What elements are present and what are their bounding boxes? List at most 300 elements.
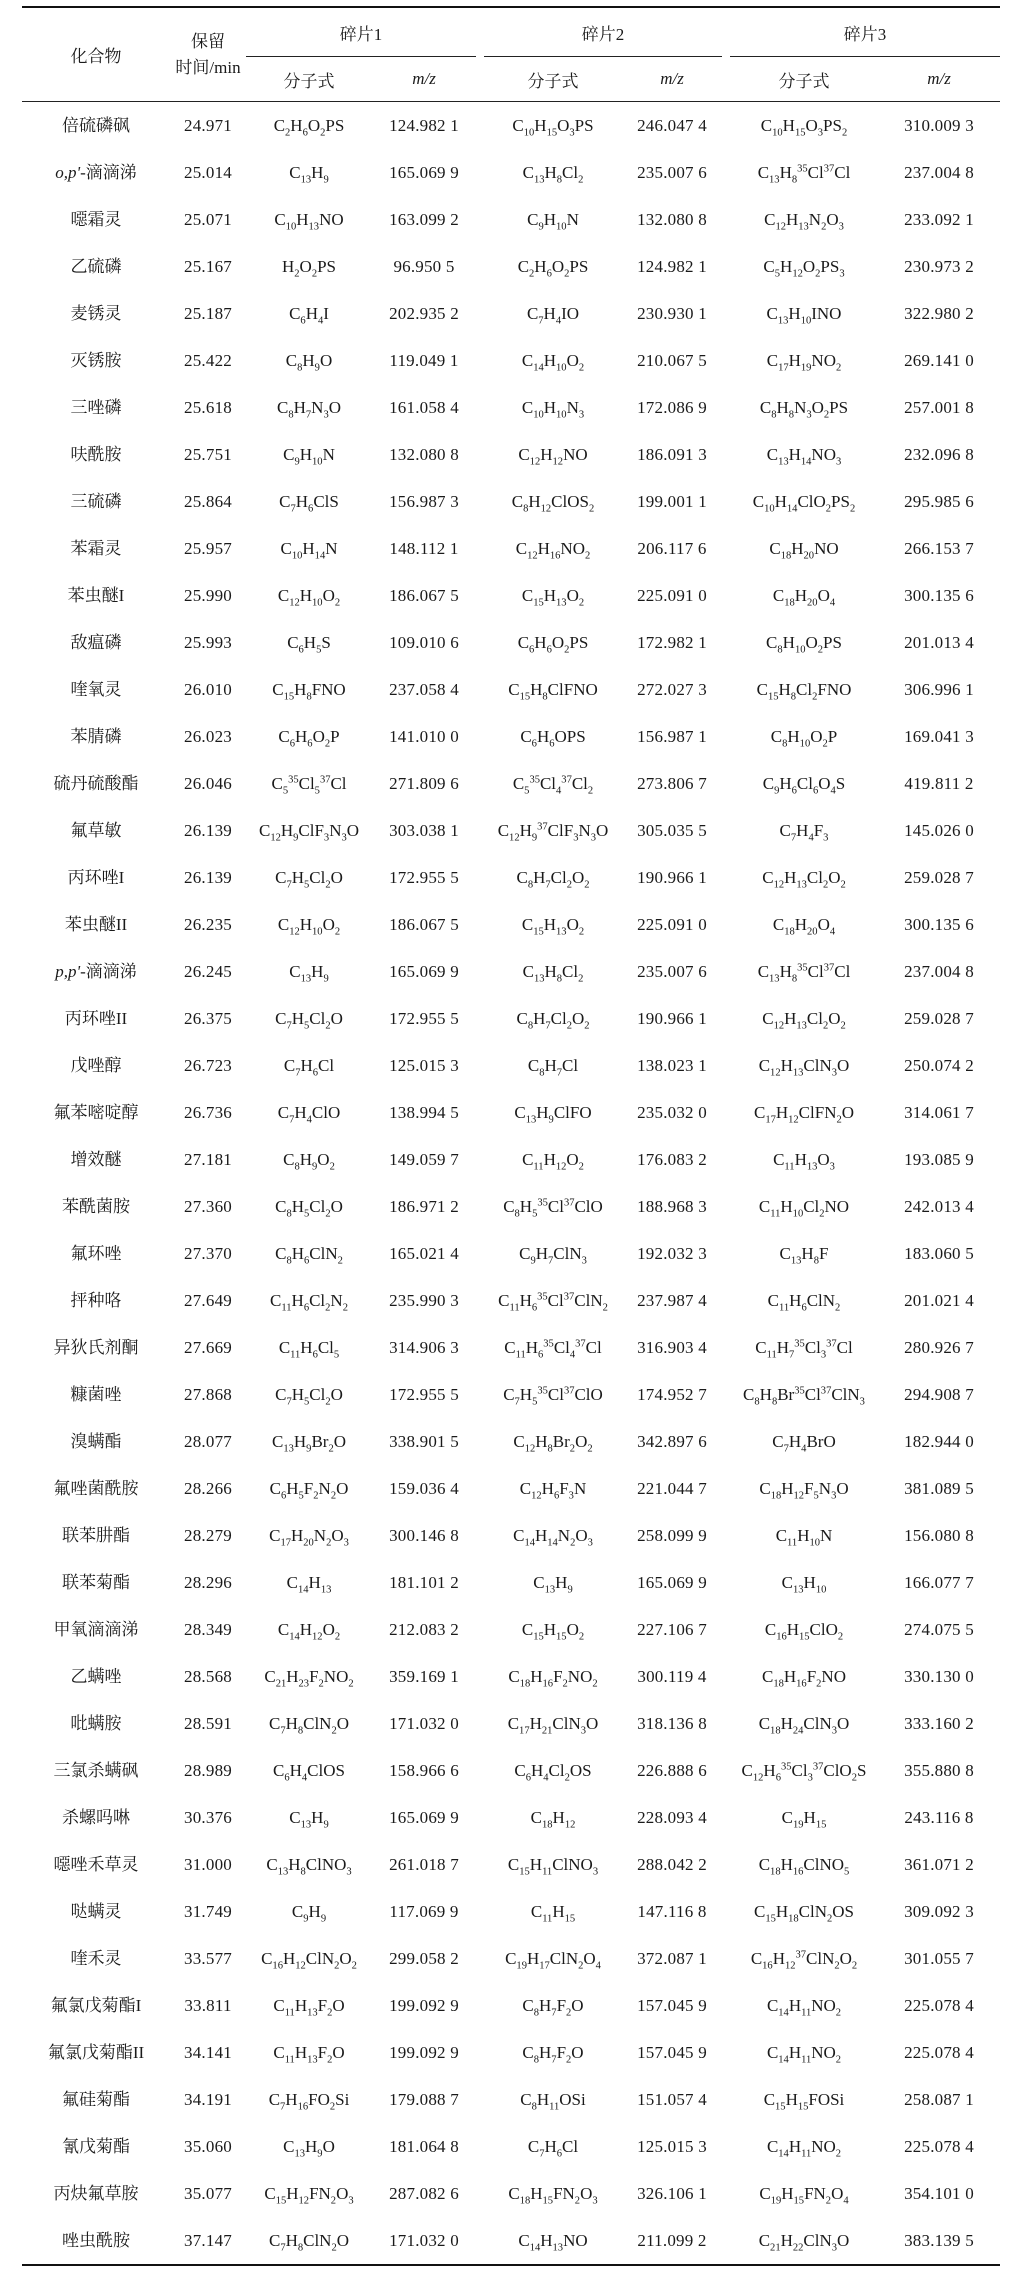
retention-time: 35.077 [184,2184,232,2203]
fragment-1-formula: $C_{12}H_{10}O_2$ [277,586,341,609]
retention-time: 25.071 [184,210,232,229]
fragment-1-formula: $C_9H_{10}N$ [283,445,335,468]
table-row [22,1747,1000,1794]
retention-time: 24.971 [170,102,246,150]
fragment-2-mz: 342.897 6 [637,1432,707,1451]
table-row [22,713,1000,760]
fragment-2-mz: 165.069 9 [637,1573,707,1592]
compound-name: 氰戊菊酯 [62,2137,130,2156]
fragment-2-mz: 172.086 9 [637,398,707,417]
fragment-2-formula: $C_{13}H_8Cl_2$ [522,163,584,186]
fragment-3-mz: 280.926 7 [904,1338,974,1357]
fragment-2-mz: 174.952 7 [637,1385,707,1404]
fragment-3-formula: $C_{18}H_{16}F_2NO$ [762,1667,846,1690]
fragment-1-formula: $C_{13}H_9$ [289,1808,329,1831]
compound-name: 三硫磷 [70,492,122,511]
retention-time: 25.014 [184,163,232,182]
retention-time: 34.191 [184,2090,232,2109]
fragment-1-formula: $C_{12}H_9ClF_3N_3O$ [258,821,360,844]
fragment-3-formula: $C_{19}H_{15}$ [781,1808,827,1831]
table-row [22,196,1000,243]
fragment-1-formula: $C_{11}H_{13}F_2O$ [273,1996,345,2019]
fragment-3-mz: 330.130 0 [904,1667,974,1686]
fragment-1-mz: 235.990 3 [389,1291,459,1310]
fragment-2-formula: $C_{15}H_{15}O_2$ [521,1620,585,1643]
fragment-2-mz: 316.903 4 [637,1338,707,1357]
compound-name: 吡螨胺 [70,1714,122,1733]
fragment-2-mz: 210.067 5 [637,351,707,370]
header-fragment-3: 碎片3 [843,24,887,44]
fragment-3-formula: $C_7H_4BrO$ [772,1432,836,1455]
retention-time: 26.046 [184,774,232,793]
fragment-1-formula: $C_{11}H_6Cl_5$ [278,1338,340,1361]
table-row [22,1841,1000,1888]
fragment-2-mz: 300.119 4 [637,1667,707,1686]
fragment-2-formula: $C_9H_7ClN_3$ [519,1244,587,1267]
retention-time: 30.376 [184,1808,232,1827]
fragment-2-mz: 273.806 7 [637,774,707,793]
compound-name: 异狄氏剂酮 [53,1338,139,1357]
retention-time: 27.868 [184,1385,232,1404]
fragment-3-formula: $C_{12}H_{13}Cl_2O_2$ [762,868,846,891]
fragment-2-mz: 151.057 4 [637,2090,707,2109]
compound-name: 倍硫磷砜 [22,102,170,150]
fragment-1-mz: 124.982 1 [372,102,476,150]
compound-name: 氟硅菊酯 [62,2090,130,2109]
fragment-3-formula: $C_{11}H_7^{35}Cl_3^{37}Cl$ [755,1338,853,1361]
table-row [22,619,1000,666]
fragment-2-mz: 237.987 4 [637,1291,707,1310]
fragment-3-mz: 274.075 5 [904,1620,974,1639]
fragment-1-formula: $C_8H_9O$ [285,351,333,374]
fragment-3-formula: $C_{14}H_{11}NO_2$ [766,2043,842,2066]
fragment-1-mz: 172.955 5 [389,1009,459,1028]
fragment-2-formula: $C_{18}H_{12}$ [530,1808,576,1831]
retention-time: 27.649 [184,1291,232,1310]
fragment-1-mz: 158.966 6 [389,1761,459,1780]
fragment-3-formula: $C_{17}H_{19}NO_2$ [766,351,842,374]
fragment-2-formula: $C_2H_6O_2PS$ [517,257,589,280]
table-row [22,525,1000,572]
fragment-2-mz: 305.035 5 [637,821,707,840]
fragment-3-formula: $C_{18}H_{16}ClNO_5$ [758,1855,850,1878]
fragment-2-mz: 124.982 1 [637,257,707,276]
fragment-2-formula: $C_{11}H_6^{35}Cl^{37}ClN_2$ [498,1291,608,1314]
fragment-3-mz: 183.060 5 [904,1244,974,1263]
fragment-3-mz: 354.101 0 [904,2184,974,2203]
fragment-1-formula: $C_{12}H_{10}O_2$ [277,915,341,938]
fragment-3-mz: 383.139 5 [878,2217,1000,2265]
retention-time: 28.279 [184,1526,232,1545]
table-row [22,243,1000,290]
fragment-1-mz: 138.994 5 [389,1103,459,1122]
fragment-3-mz: 166.077 7 [904,1573,974,1592]
fragment-1-mz: 199.092 9 [389,1996,459,2015]
fragment-1-formula: $C_9H_9$ [291,1902,327,1925]
fragment-1-mz: 109.010 6 [389,633,459,652]
fragment-1-formula: $H_2O_2PS$ [281,257,336,280]
fragment-2-mz: 226.888 6 [637,1761,707,1780]
fragment-1-formula: $C_{10}H_{14}N$ [280,539,338,562]
fragment-1-mz: 149.059 7 [389,1150,459,1169]
table-row [22,760,1000,807]
compound-name: 联苯肼酯 [62,1526,130,1545]
fragment-3-formula: $C_{21}H_{22}ClN_3O$ [730,2217,878,2265]
table-row [22,431,1000,478]
table-row [22,948,1000,995]
fragment-2-formula: $C_{12}H_6F_3N$ [519,1479,587,1502]
fragment-1-formula: $C_8H_5Cl_2O$ [275,1197,343,1220]
fragment-3-formula: $C_{11}H_6ClN_2$ [767,1291,841,1314]
retention-time: 26.723 [184,1056,232,1075]
fragment-1-mz: 314.906 3 [389,1338,459,1357]
fragment-3-formula: $C_{10}H_{14}ClO_2PS_2$ [752,492,856,515]
fragment-3-formula: $C_{13}H_8F$ [779,1244,829,1267]
retention-time: 28.591 [184,1714,232,1733]
fragment-3-formula: $C_{13}H_{10}INO$ [766,304,842,327]
header-fragment-2: 碎片2 [581,24,625,44]
fragment-1-mz: 261.018 7 [389,1855,459,1874]
retention-time: 28.296 [184,1573,232,1592]
compound-name: 氟环唑 [70,1244,122,1263]
fragment-3-formula: $C_{18}H_{20}O_4$ [772,915,836,938]
compound-name: 丙环唑I [67,868,125,887]
table-body [22,102,1000,2266]
fragment-1-mz: 186.067 5 [389,586,459,605]
retention-time: 26.736 [184,1103,232,1122]
retention-time: 26.139 [184,868,232,887]
retention-time: 26.245 [184,962,232,981]
fragment-2-formula: $C_{15}H_{11}ClNO_3$ [507,1855,599,1878]
fragment-3-mz: 381.089 5 [904,1479,974,1498]
compound-name: 噁唑禾草灵 [53,1855,139,1874]
fragment-2-mz: 176.083 2 [637,1150,707,1169]
compound-name: 氟氯戊菊酯I [50,1996,142,2015]
fragment-3-mz: 361.071 2 [904,1855,974,1874]
fragment-3-mz: 269.141 0 [904,351,974,370]
fragment-1-formula: $C_{14}H_{13}$ [286,1573,332,1596]
compound-name: 唑虫酰胺 [22,2217,170,2265]
compound-name: 噁霜灵 [70,210,122,229]
compound-name: o,p'-滴滴涕 [55,163,137,182]
fragment-2-formula: $C_{18}H_{16}F_2NO_2$ [508,1667,598,1690]
fragment-1-formula: $C_7H_6ClS$ [279,492,339,515]
compound-name: 杀螺吗啉 [62,1808,130,1827]
table-row [22,337,1000,384]
fragment-2-mz: 192.032 3 [637,1244,707,1263]
retention-time: 27.669 [184,1338,232,1357]
fragment-2-formula: $C_8H_{11}OSi$ [520,2090,586,2113]
retention-time: 27.370 [184,1244,232,1263]
fragment-2-formula: $C_7H_4IO$ [526,304,580,327]
fragment-3-mz: 259.028 7 [904,868,974,887]
fragment-2-formula: $C_{12}H_{16}NO_2$ [515,539,591,562]
fragment-2-formula: $C_{14}H_{10}O_2$ [521,351,585,374]
compound-name: 氟苯嘧啶醇 [53,1103,139,1122]
compound-name: 三氯杀螨砜 [53,1761,139,1780]
fragment-2-formula: $C_{12}H_{12}NO$ [518,445,588,468]
fragment-2-formula: $C_6H_6O_2PS$ [517,633,589,656]
fragment-2-formula: $C_{15}H_8ClFNO$ [508,680,598,703]
fragment-1-mz: 163.099 2 [389,210,459,229]
retention-time: 26.235 [184,915,232,934]
compound-name: 麦锈灵 [70,304,122,323]
fragment-3-mz: 233.092 1 [904,210,974,229]
compound-name: 丙环唑II [64,1009,128,1028]
fragment-3-formula: $C_{10}H_{15}O_3PS_2$ [730,102,878,150]
compound-name: 硫丹硫酸酯 [53,774,139,793]
header-compound: 化合物 [70,47,122,66]
fragment-3-mz: 322.980 2 [904,304,974,323]
fragment-1-mz: 299.058 2 [389,1949,459,1968]
compound-name: 戊唑醇 [70,1056,122,1075]
compound-name: 联苯菊酯 [62,1573,130,1592]
fragment-2-mz: 132.080 8 [637,210,707,229]
fragment-3-formula: $C_{13}H_{14}NO_3$ [766,445,842,468]
fragment-3-formula: $C_{12}H_6^{35}Cl_3^{37}ClO_2S$ [741,1761,867,1784]
fragment-2-mz: 230.930 1 [637,304,707,323]
fragment-3-formula: $C_{11}H_{13}O_3$ [773,1150,835,1173]
fragment-1-formula: $C_{13}H_9O$ [283,2137,335,2160]
retention-time: 28.568 [184,1667,232,1686]
fragment-2-formula: $C_{18}H_{15}FN_2O_3$ [508,2184,598,2207]
fragment-2-formula: $C_5^{35}Cl_4^{37}Cl_2$ [512,774,594,797]
fragment-1-formula: $C_{13}H_9Br_2O$ [272,1432,346,1455]
fragment-2-mz: 199.001 1 [637,492,707,511]
fragment-1-mz: 165.069 9 [389,1808,459,1827]
fragment-1-formula: $C_{11}H_6Cl_2N_2$ [270,1291,348,1314]
fragment-3-mz: 419.811 2 [904,774,974,793]
fragment-1-mz: 125.015 3 [389,1056,459,1075]
table-row [22,1183,1000,1230]
fragment-2-mz: 206.117 6 [637,539,707,558]
fragment-3-formula: $C_8H_8N_3O_2PS$ [759,398,849,421]
fragment-2-mz: 235.032 0 [637,1103,707,1122]
fragment-2-formula: $C_{11}H_{12}O_2$ [522,1150,584,1173]
fragment-2-mz: 225.091 0 [637,586,707,605]
table-row [22,2217,1000,2265]
table-row [22,1042,1000,1089]
fragment-1-formula: $C_8H_6ClN_2$ [275,1244,343,1267]
fragment-2-formula: $C_{11}H_{15}$ [530,1902,576,1925]
fragment-2-mz: 188.968 3 [637,1197,707,1216]
fragment-2-mz: 156.987 1 [637,727,707,746]
table-row [22,1136,1000,1183]
fragment-3-mz: 300.135 6 [904,586,974,605]
table-row [22,1512,1000,1559]
fragment-1-formula: $C_8H_7N_3O$ [277,398,341,421]
table-row [22,2123,1000,2170]
fragment-2-mz: 211.099 2 [622,2217,722,2265]
table-row [22,901,1000,948]
fragment-2-formula: $C_{13}H_8Cl_2$ [522,962,584,985]
retention-time: 27.360 [184,1197,232,1216]
fragment-3-mz: 201.021 4 [904,1291,974,1310]
fragment-1-formula: $C_{13}H_8ClNO_3$ [266,1855,352,1878]
fragment-1-formula: $C_{14}H_{12}O_2$ [277,1620,341,1643]
fragment-3-formula: $C_{18}H_{12}F_5N_3O$ [759,1479,849,1502]
fragment-2-formula: $C_{12}H_8Br_2O_2$ [513,1432,593,1455]
fragment-1-mz: 359.169 1 [389,1667,459,1686]
fragment-2-mz: 190.966 1 [637,868,707,887]
fragment-1-formula: $C_7H_5Cl_2O$ [275,1385,343,1408]
header-retention-line: 时间/min [175,57,241,77]
fragment-1-mz: 186.971 2 [389,1197,459,1216]
compound-name: 苯霜灵 [70,539,122,558]
fragment-3-mz: 333.160 2 [904,1714,974,1733]
fragment-1-mz: 117.069 9 [389,1902,459,1921]
fragment-1-mz: 161.058 4 [389,398,459,417]
fragment-3-mz: 314.061 7 [904,1103,974,1122]
retention-time: 31.749 [184,1902,232,1921]
fragment-3-mz: 259.028 7 [904,1009,974,1028]
fragment-3-mz: 225.078 4 [904,2043,974,2062]
fragment-1-mz: 181.101 2 [389,1573,459,1592]
fragment-2-formula: $C_8H_{12}ClOS_2$ [511,492,595,515]
fragment-1-mz: 165.069 9 [389,163,459,182]
header-retention-line: 保留 [191,31,225,51]
fragment-3-mz: 225.078 4 [904,1996,974,2015]
table-row [22,666,1000,713]
fragment-3-mz: 295.985 6 [904,492,974,511]
header-retention-time [170,7,246,102]
fragment-2-mz: 227.106 7 [637,1620,707,1639]
fragment-1-formula: $C_7H_5Cl_2O$ [275,868,343,891]
fragment-1-mz: 303.038 1 [389,821,459,840]
fragment-3-mz: 250.074 2 [904,1056,974,1075]
fragment-3-formula: $C_{12}H_{13}ClN_3O$ [758,1056,850,1079]
header-mz-2: m/z [622,57,722,102]
fragment-3-formula: $C_{17}H_{12}ClFN_2O$ [753,1103,855,1126]
fragment-1-formula: $C_{10}H_{13}NO$ [274,210,344,233]
fragment-3-formula: $C_{15}H_{18}ClN_2OS$ [753,1902,855,1925]
header-fragment-1: 碎片1 [339,24,383,44]
fragment-3-mz: 201.013 4 [904,633,974,652]
table-row [22,290,1000,337]
compound-name: 呋酰胺 [70,445,122,464]
fragment-3-mz: 301.055 7 [904,1949,974,1968]
fragment-1-formula: $C_7H_8ClN_2O$ [268,1714,350,1737]
table-header [22,7,1000,102]
table-row [22,1559,1000,1606]
fragment-2-formula: $C_8H_7Cl_2O_2$ [516,868,590,891]
fragment-3-mz: 306.996 1 [904,680,974,699]
table-row [22,807,1000,854]
fragment-3-formula: $C_{13}H_8^{35}Cl^{37}Cl$ [757,163,851,186]
fragment-2-mz: 372.087 1 [637,1949,707,1968]
fragment-1-formula: $C_{13}H_9$ [289,163,329,186]
retention-time: 37.147 [170,2217,246,2265]
fragment-2-mz: 147.116 8 [637,1902,707,1921]
table-row [22,1700,1000,1747]
retention-time: 25.751 [184,445,232,464]
fragment-2-formula: $C_{13}H_9ClFO$ [514,1103,592,1126]
fragment-3-formula: $C_{14}H_{11}NO_2$ [766,2137,842,2160]
fragment-2-formula: $C_{11}H_6^{35}Cl_4^{37}Cl$ [504,1338,602,1361]
fragment-1-formula: $C_6H_5F_2N_2O$ [269,1479,349,1502]
fragment-1-formula: $C_7H_5Cl_2O$ [275,1009,343,1032]
compound-name: 氟氯戊菊酯II [47,2043,145,2062]
fragment-2-formula: $C_7H_6Cl$ [527,2137,579,2160]
fragment-3-mz: 237.004 8 [904,962,974,981]
fragment-2-mz: 272.027 3 [637,680,707,699]
compound-name: 甲氧滴滴涕 [53,1620,139,1639]
fragment-3-mz: 243.116 8 [904,1808,974,1827]
compound-name: 喹氧灵 [70,680,122,699]
fragment-3-formula: $C_{13}H_8^{35}Cl^{37}Cl$ [757,962,851,985]
table-row [22,1935,1000,1982]
fragment-1-mz: 165.021 4 [389,1244,459,1263]
retention-time: 25.167 [184,257,232,276]
fragment-1-mz: 271.809 6 [389,774,459,793]
fragment-3-mz: 300.135 6 [904,915,974,934]
fragment-1-formula: $C_7H_8ClN_2O$ [246,2217,372,2265]
table-row [22,1324,1000,1371]
table-row [22,1418,1000,1465]
compound-name: 喹禾灵 [70,1949,122,1968]
fragment-3-formula: $C_5H_{12}O_2PS_3$ [763,257,845,280]
fragment-1-formula: $C_2H_6O_2PS$ [246,102,372,150]
retention-time: 28.349 [184,1620,232,1639]
fragment-3-mz: 266.153 7 [904,539,974,558]
fragment-2-mz: 221.044 7 [637,1479,707,1498]
fragment-3-formula: $C_8H_8Br^{35}Cl^{37}ClN_3$ [743,1385,865,1408]
retention-time: 26.010 [184,680,232,699]
fragment-1-formula: $C_{17}H_{20}N_2O_3$ [269,1526,349,1549]
table-row [22,1089,1000,1136]
fragment-1-formula: $C_{15}H_8FNO$ [272,680,346,703]
header-mz-3: m/z [878,57,1000,102]
fragment-3-formula: $C_{18}H_{20}NO$ [769,539,839,562]
fragment-1-mz: 148.112 1 [389,539,459,558]
fragment-2-mz: 172.982 1 [637,633,707,652]
fragment-1-mz: 96.950 5 [393,257,455,276]
header-formula-2: 分子式 [484,57,622,102]
fragment-3-mz: 230.973 2 [904,257,974,276]
fragment-1-mz: 132.080 8 [389,445,459,464]
fragment-2-formula: $C_6H_4Cl_2OS$ [514,1761,592,1784]
retention-time: 33.811 [184,1996,232,2015]
fragment-3-formula: $C_{18}H_{20}O_4$ [772,586,836,609]
compound-name: 抨种咯 [70,1291,122,1310]
fragment-1-mz: 156.987 3 [389,492,459,511]
fragment-1-mz: 141.010 0 [389,727,459,746]
fragment-3-formula: $C_8H_{10}O_2P$ [770,727,838,750]
table-row [22,1277,1000,1324]
fragment-2-formula: $C_{14}H_{14}N_2O_3$ [513,1526,593,1549]
fragment-1-formula: $C_6H_6O_2P$ [278,727,340,750]
fragment-3-formula: $C_{12}H_{13}N_2O_3$ [764,210,844,233]
fragment-2-formula: $C_{14}H_{13}NO$ [484,2217,622,2265]
fragment-3-formula: $C_{11}H_{10}Cl_2NO$ [758,1197,850,1220]
retention-time: 25.864 [184,492,232,511]
fragment-3-formula: $C_{11}H_{10}N$ [775,1526,833,1549]
fragment-3-mz: 258.087 1 [904,2090,974,2109]
fragment-3-mz: 355.880 8 [904,1761,974,1780]
fragment-1-mz: 202.935 2 [389,304,459,323]
fragment-2-mz: 258.099 9 [637,1526,707,1545]
fragment-2-formula: $C_6H_6OPS$ [520,727,586,750]
fragment-1-mz: 287.082 6 [389,2184,459,2203]
table-row [22,572,1000,619]
fragment-3-formula: $C_{15}H_{15}FOSi$ [763,2090,845,2113]
fragment-3-mz: 169.041 3 [904,727,974,746]
fragment-2-formula: $C_{15}H_{13}O_2$ [521,915,585,938]
table-row [22,2076,1000,2123]
table-row [22,1888,1000,1935]
retention-time: 26.139 [184,821,232,840]
fragment-2-mz: 246.047 4 [622,102,722,150]
